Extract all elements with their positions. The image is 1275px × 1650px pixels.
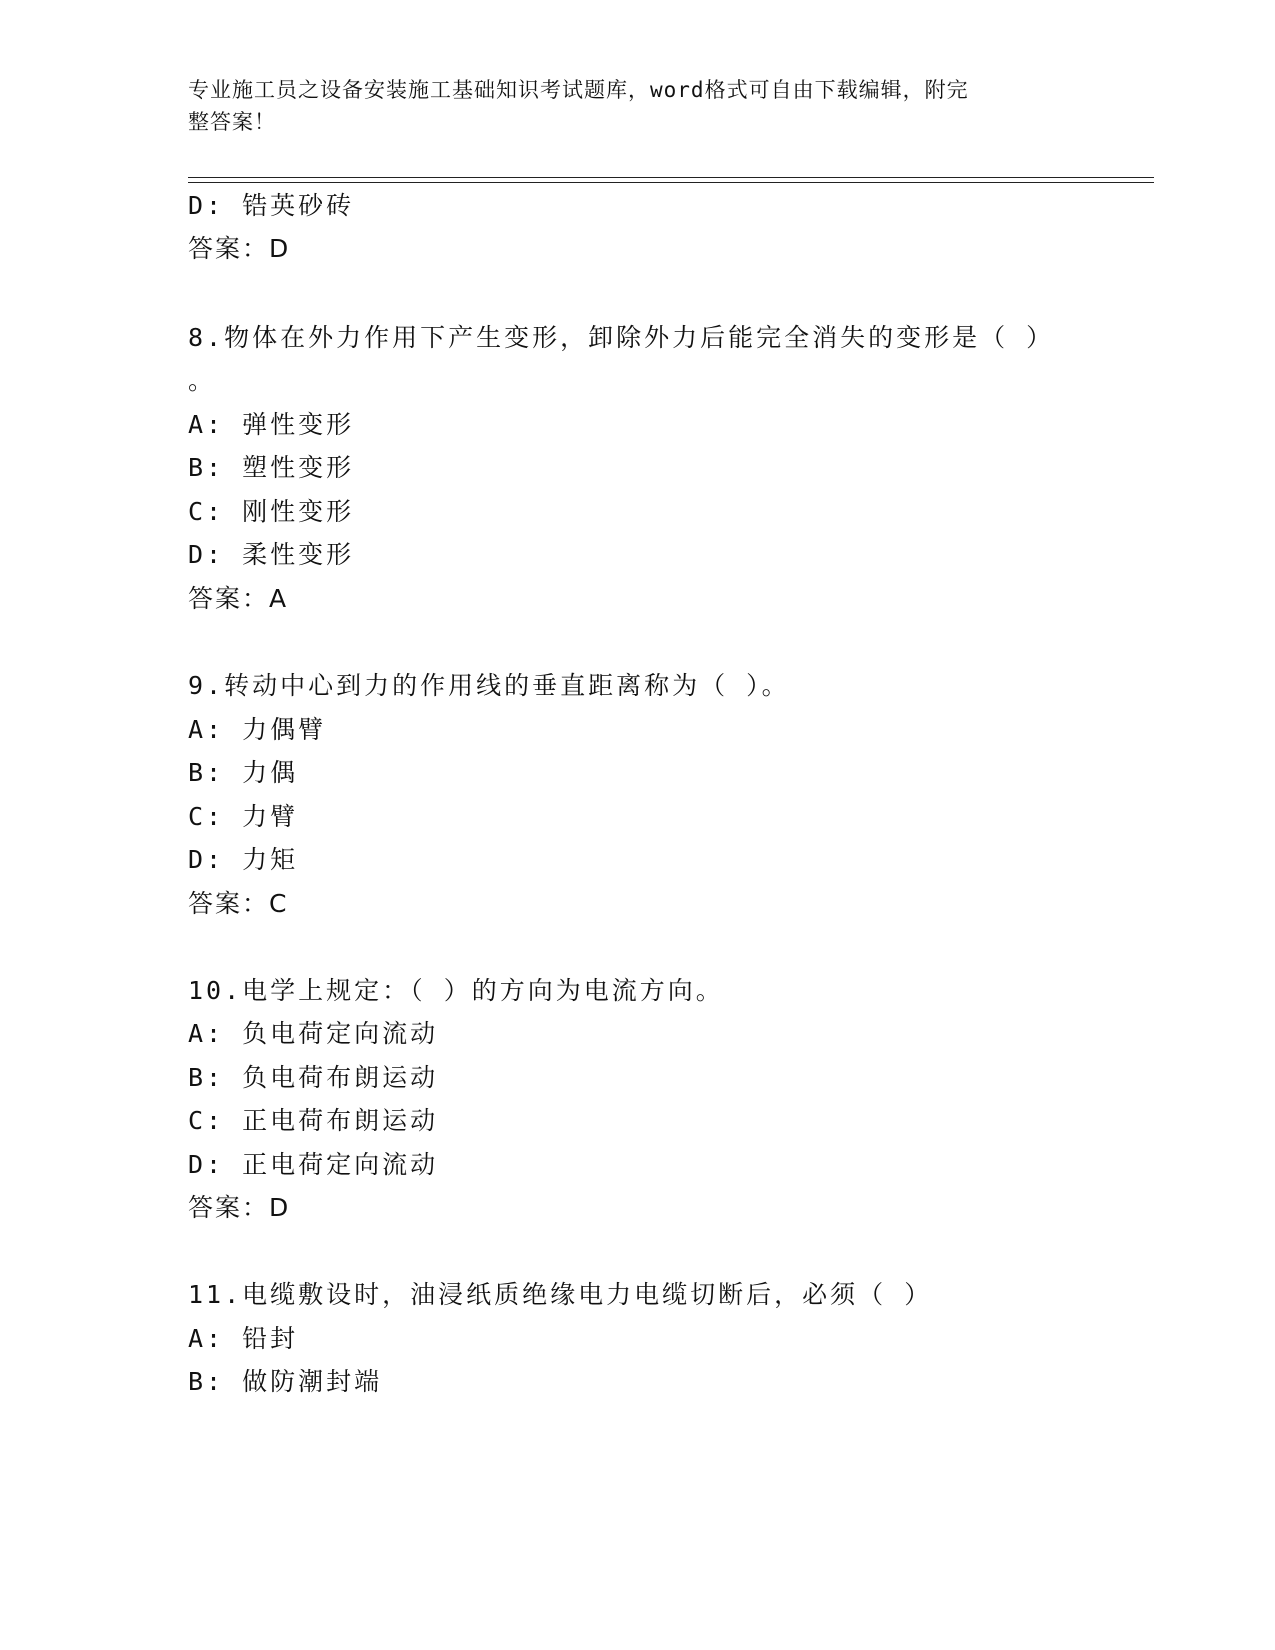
question-8-option-d: D: 柔性变形: [188, 540, 355, 569]
question-9-stem: 9.转动中心到力的作用线的垂直距离称为（ ）。: [188, 671, 790, 700]
document-header: [188, 74, 1068, 138]
question-8-option-b: B: 塑性变形: [188, 453, 355, 482]
question-8-answer: 答案：A: [188, 584, 289, 613]
question-8-stem-cont: 。: [188, 366, 217, 395]
header-divider-bottom: [188, 182, 1154, 183]
question-11-option-b: B: 做防潮封端: [188, 1367, 383, 1396]
header-line-1: 专业施工员之设备安装施工基础知识考试题库，word格式可自由下载编辑，附完: [188, 78, 969, 102]
question-11-stem: 11.电缆敷设时，油浸纸质绝缘电力电缆切断后，必须（ ）: [188, 1280, 933, 1309]
question-9-option-d: D: 力矩: [188, 845, 299, 874]
question-10-option-c: C: 正电荷布朗运动: [188, 1106, 439, 1135]
question-10-option-d: D: 正电荷定向流动: [188, 1150, 439, 1179]
question-10-answer: 答案：D: [188, 1193, 291, 1222]
question-8-stem: 8.物体在外力作用下产生变形，卸除外力后能完全消失的变形是（ ）: [188, 323, 1055, 352]
question-8-option-c: C: 刚性变形: [188, 497, 355, 526]
question-10-option-b: B: 负电荷布朗运动: [188, 1063, 439, 1092]
header-line-2: 整答案！: [188, 110, 276, 134]
question-9-option-b: B: 力偶: [188, 758, 299, 787]
question-9-option-c: C: 力臂: [188, 802, 299, 831]
question-8-option-a: A: 弹性变形: [188, 410, 355, 439]
question-9-answer: 答案：C: [188, 889, 289, 918]
prev-option-d: D: 锆英砂砖: [188, 191, 355, 220]
prev-answer: 答案：D: [188, 234, 291, 263]
question-10-stem: 10.电学上规定：（ ）的方向为电流方向。: [188, 976, 724, 1005]
question-9-option-a: A: 力偶臂: [188, 715, 327, 744]
question-10-option-a: A: 负电荷定向流动: [188, 1019, 439, 1048]
header-divider-top: [188, 177, 1154, 178]
question-11-option-a: A: 铅封: [188, 1324, 299, 1353]
